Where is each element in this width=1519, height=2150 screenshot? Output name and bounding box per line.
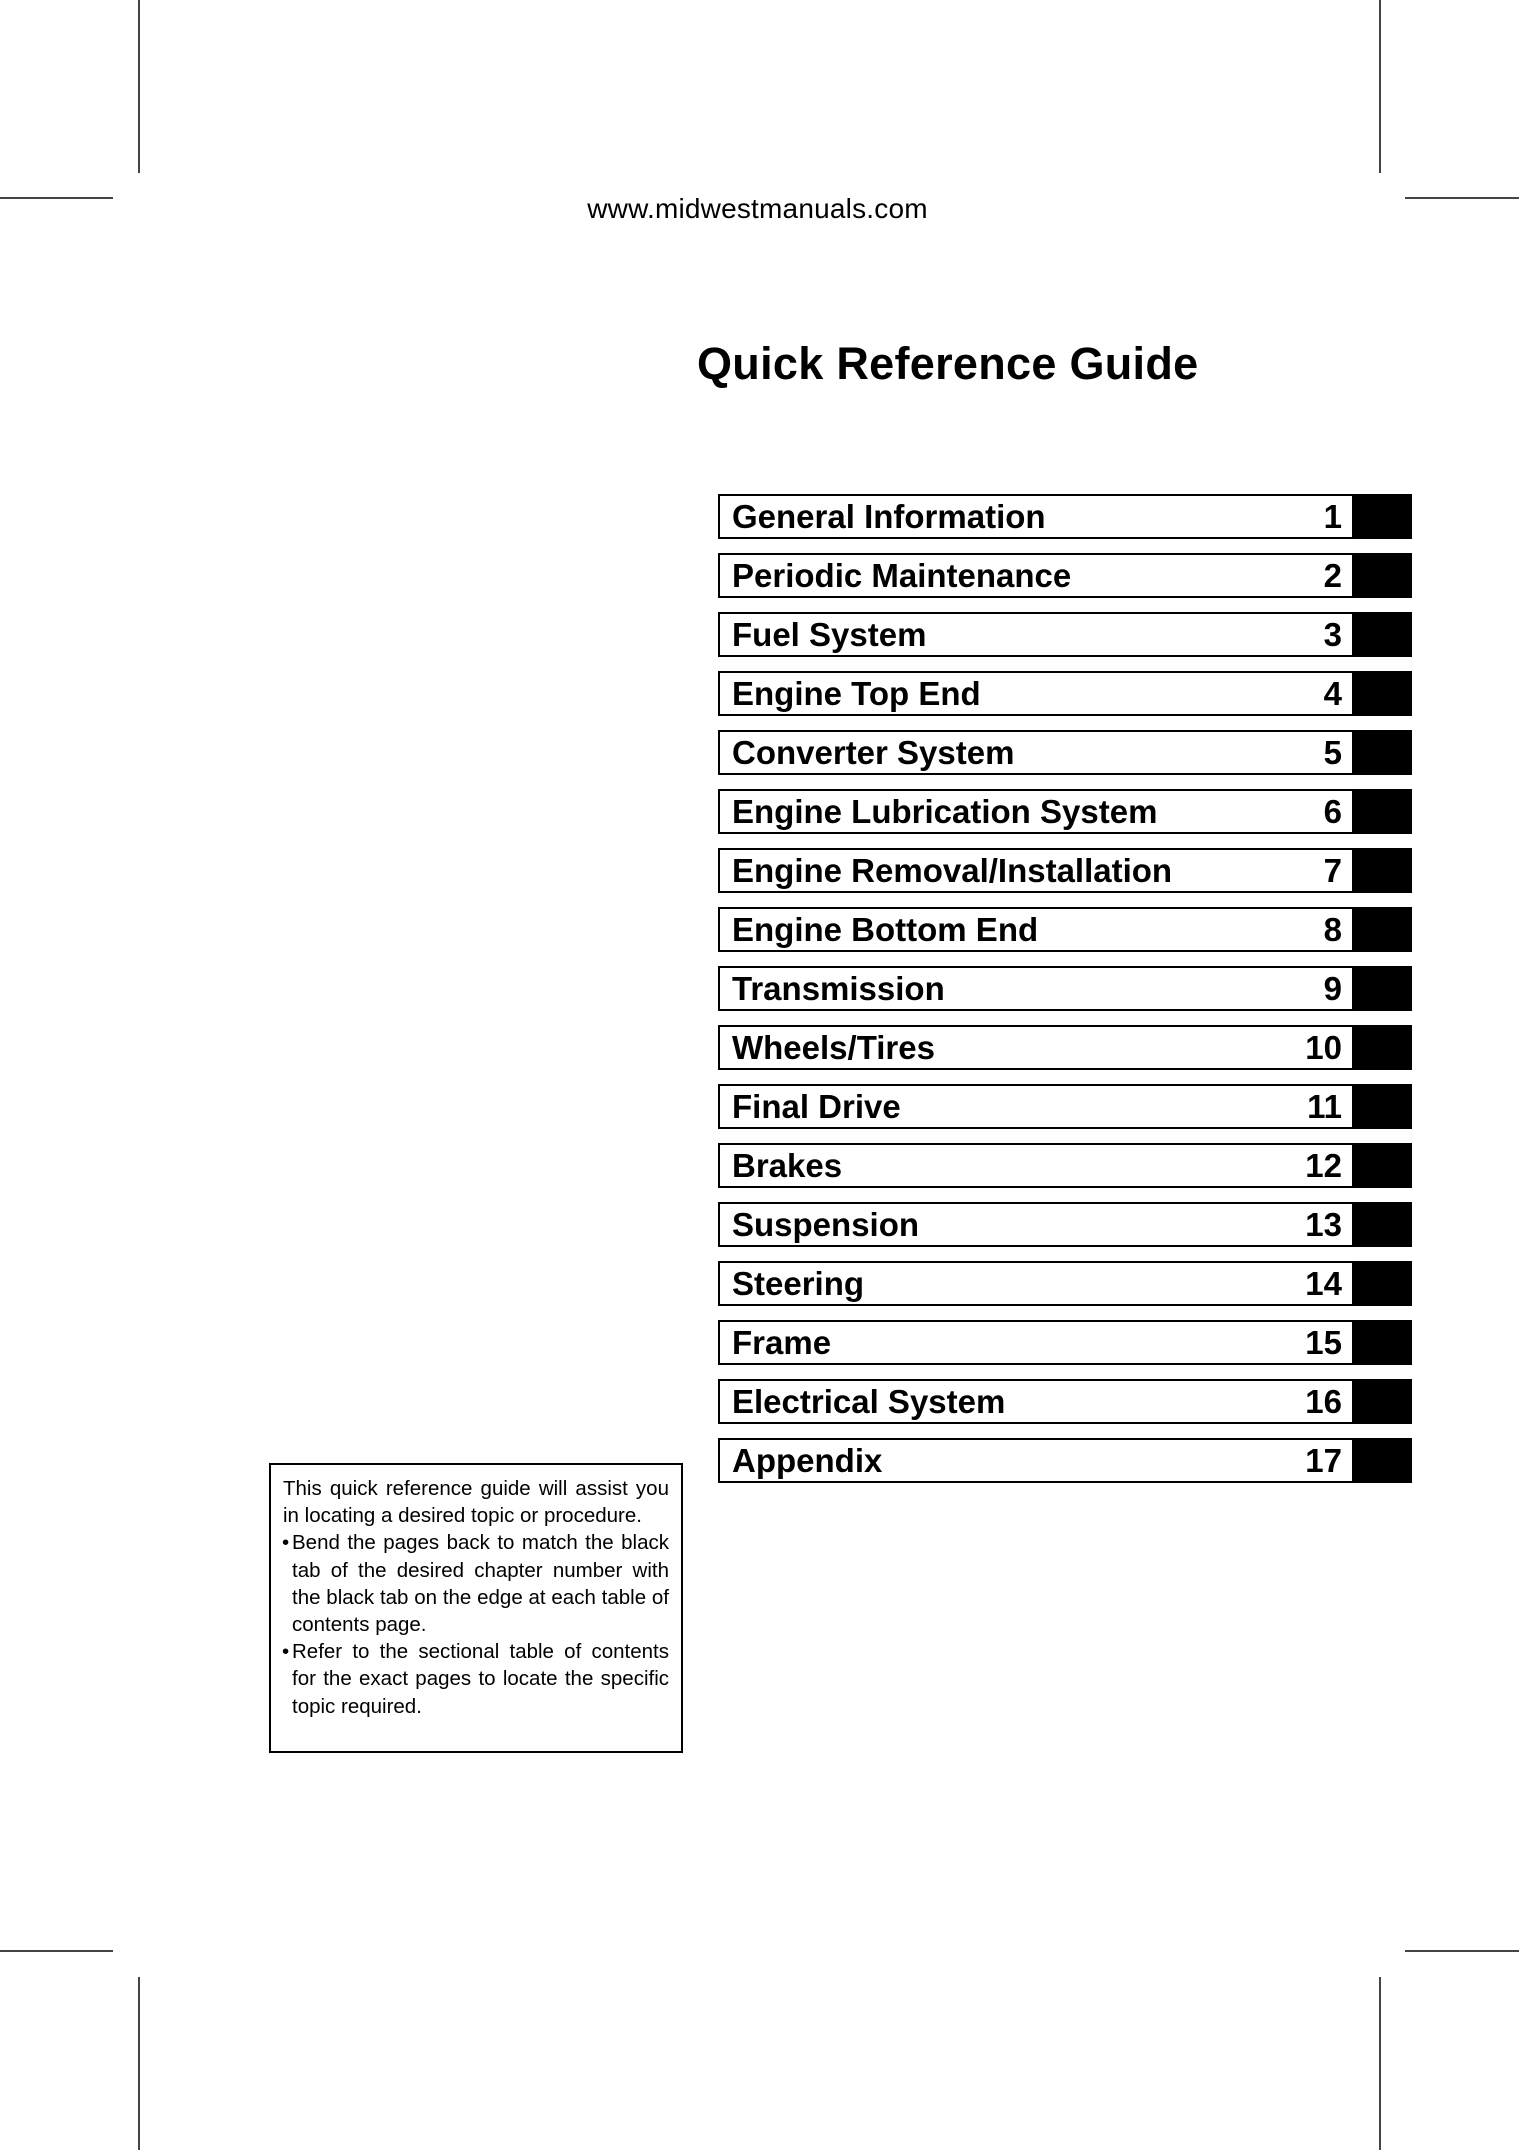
black-tab — [1354, 848, 1412, 893]
usage-note-bullet: • Refer to the sectional table of contents for the exact pages to locate the specific topic required. — [283, 1638, 669, 1720]
toc-item-label: Brakes — [732, 1147, 843, 1184]
toc-item-number: 7 — [1323, 852, 1342, 889]
crop-mark-top-left-vertical — [138, 0, 140, 173]
site-url — [0, 193, 1517, 225]
toc-item-general-information[interactable] — [718, 494, 1414, 539]
toc-item-label: Transmission — [732, 970, 945, 1007]
toc-item-box — [718, 1025, 1354, 1070]
black-tab — [1354, 494, 1412, 539]
toc-item-box — [718, 553, 1354, 598]
toc-item-label: Engine Lubrication System — [732, 793, 1158, 830]
toc-item-frame[interactable] — [718, 1320, 1414, 1365]
site-url-text: www.midwestmanuals.com — [587, 193, 928, 224]
toc-item-number: 3 — [1323, 616, 1342, 653]
toc-item-number: 5 — [1323, 734, 1342, 771]
toc-item-label: Steering — [732, 1265, 865, 1302]
crop-mark-bottom-right-horizontal — [1405, 1950, 1519, 1952]
toc-item-number: 9 — [1323, 970, 1342, 1007]
toc-item-number: 1 — [1323, 498, 1342, 535]
toc-item-engine-bottom-end[interactable] — [718, 907, 1414, 952]
toc-item-suspension[interactable] — [718, 1202, 1414, 1247]
toc-item-converter-system[interactable] — [718, 730, 1414, 775]
toc-item-number: 15 — [1305, 1324, 1342, 1361]
toc-item-label: Suspension — [732, 1206, 920, 1243]
black-tab — [1354, 1084, 1412, 1129]
toc-item-box — [718, 1261, 1354, 1306]
black-tab — [1354, 1320, 1412, 1365]
toc-item-transmission[interactable] — [718, 966, 1414, 1011]
toc-item-final-drive[interactable] — [718, 1084, 1414, 1129]
toc-item-number: 4 — [1323, 675, 1342, 712]
crop-mark-bottom-left-vertical — [138, 1977, 140, 2150]
toc-item-box — [718, 907, 1354, 952]
toc-item-number: 10 — [1305, 1029, 1342, 1066]
crop-mark-bottom-right-vertical — [1379, 1977, 1381, 2150]
toc-item-number: 8 — [1323, 911, 1342, 948]
toc-item-number: 16 — [1305, 1383, 1342, 1420]
black-tab — [1354, 1438, 1412, 1483]
toc-item-label: Engine Removal/Installation — [732, 852, 1173, 889]
toc-item-box — [718, 1438, 1354, 1483]
toc-item-engine-top-end[interactable] — [718, 671, 1414, 716]
toc-item-fuel-system[interactable] — [718, 612, 1414, 657]
toc-item-brakes[interactable] — [718, 1143, 1414, 1188]
black-tab — [1354, 671, 1412, 716]
toc-item-number: 11 — [1307, 1088, 1342, 1125]
toc-item-number: 2 — [1323, 557, 1342, 594]
toc-item-wheels-tires[interactable] — [718, 1025, 1414, 1070]
black-tab — [1354, 1025, 1412, 1070]
toc-item-box — [718, 1379, 1354, 1424]
toc-item-label: Periodic Maintenance — [732, 557, 1072, 594]
toc-item-label: Appendix — [732, 1442, 883, 1479]
crop-mark-top-right-vertical — [1379, 0, 1381, 173]
black-tab — [1354, 1143, 1412, 1188]
black-tab — [1354, 1202, 1412, 1247]
toc-item-label: Engine Top End — [732, 675, 981, 712]
toc-item-electrical-system[interactable] — [718, 1379, 1414, 1424]
black-tab — [1354, 730, 1412, 775]
black-tab — [1354, 907, 1412, 952]
black-tab — [1354, 553, 1412, 598]
toc-item-box — [718, 1084, 1354, 1129]
crop-mark-bottom-left-horizontal — [0, 1950, 113, 1952]
toc-item-box — [718, 848, 1354, 893]
toc-item-number: 13 — [1305, 1206, 1342, 1243]
toc-item-number: 6 — [1323, 793, 1342, 830]
toc-item-box — [718, 1320, 1354, 1365]
black-tab — [1354, 612, 1412, 657]
usage-note-intro: This quick reference guide will assist you in locating a desired topic or procedure. — [283, 1477, 669, 1528]
toc-item-label: Frame — [732, 1324, 832, 1361]
black-tab — [1354, 966, 1412, 1011]
toc-item-label: Final Drive — [732, 1088, 901, 1125]
toc-item-box — [718, 789, 1354, 834]
toc-item-box — [718, 671, 1354, 716]
toc-item-box — [718, 1143, 1354, 1188]
page-title: Quick Reference Guide — [697, 338, 1199, 389]
toc-item-appendix[interactable] — [718, 1438, 1414, 1483]
toc-item-box — [718, 730, 1354, 775]
usage-note-box — [269, 1463, 683, 1753]
toc-item-box — [718, 494, 1354, 539]
toc-item-label: Converter System — [732, 734, 1015, 771]
toc-item-label: Electrical System — [732, 1383, 1006, 1420]
toc-item-box — [718, 966, 1354, 1011]
toc-item-label: General Information — [732, 498, 1046, 535]
toc-item-label: Wheels/Tires — [732, 1029, 935, 1066]
toc-item-engine-removal-installation[interactable] — [718, 848, 1414, 893]
toc-item-engine-lubrication-system[interactable] — [718, 789, 1414, 834]
black-tab — [1354, 789, 1412, 834]
toc-item-number: 17 — [1305, 1442, 1342, 1479]
toc-item-steering[interactable] — [718, 1261, 1414, 1306]
toc-item-label: Engine Bottom End — [732, 911, 1039, 948]
toc-item-box — [718, 612, 1354, 657]
toc-item-number: 12 — [1305, 1147, 1342, 1184]
toc-item-number: 14 — [1305, 1265, 1342, 1302]
toc-item-box — [718, 1202, 1354, 1247]
toc-item-label: Fuel System — [732, 616, 927, 653]
toc-item-periodic-maintenance[interactable] — [718, 553, 1414, 598]
black-tab — [1354, 1379, 1412, 1424]
black-tab — [1354, 1261, 1412, 1306]
usage-note-bullet: • Bend the pages back to match the black tab of the desired chapter number with the black tab on the edge at each table of contents page. — [283, 1529, 669, 1638]
